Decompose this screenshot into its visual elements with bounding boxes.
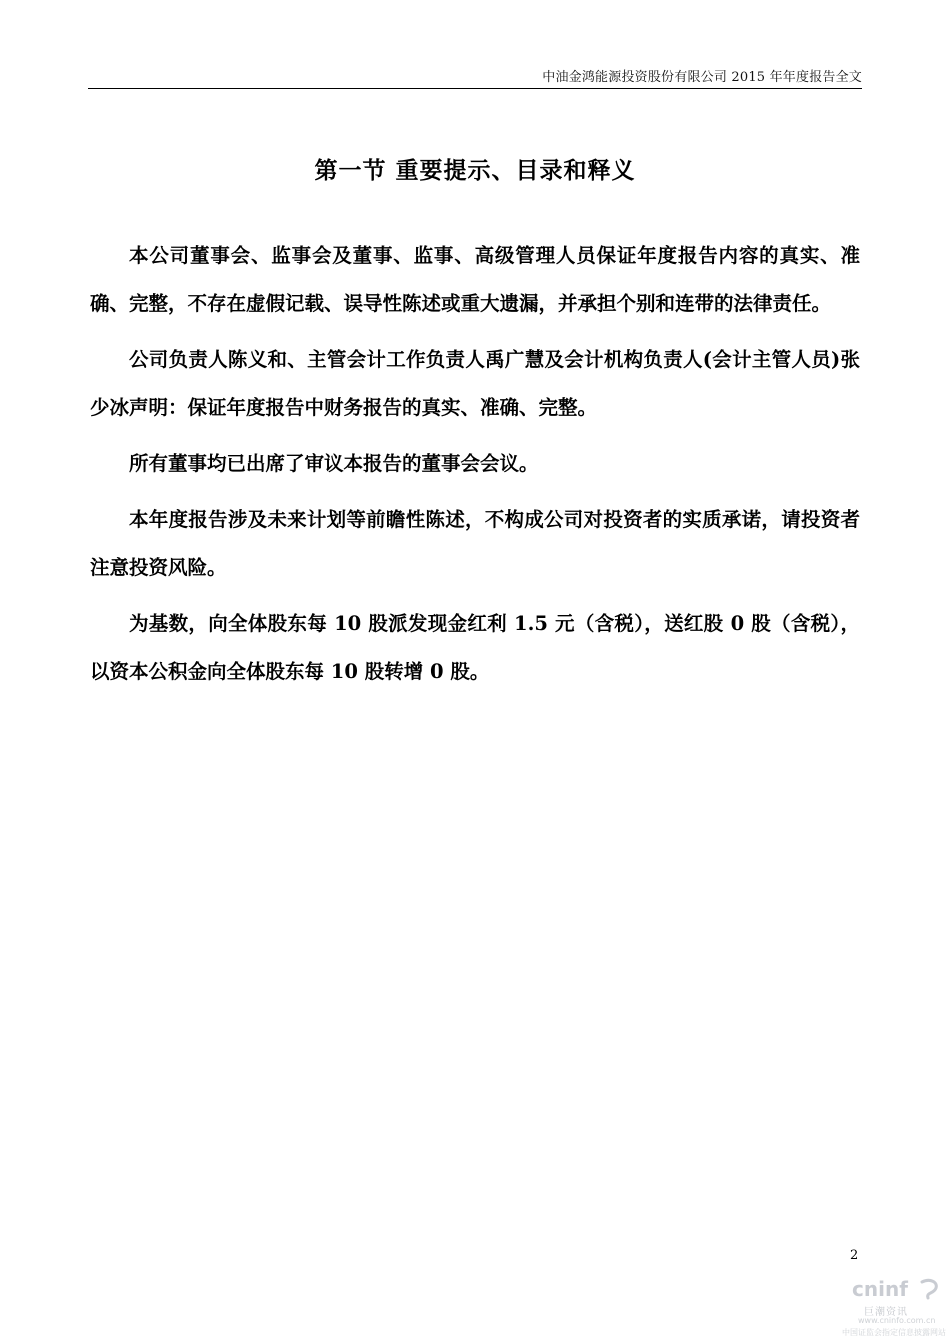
watermark-url: www.cninfo.com.cn xyxy=(858,1316,936,1325)
running-header: 中油金鸿能源投资股份有限公司 2015 年年度报告全文 xyxy=(542,70,862,85)
header-rule xyxy=(88,88,862,89)
paragraph-board-attendance: 所有董事均已出席了审议本报告的董事会会议。 xyxy=(129,452,539,475)
paragraph-executive-declaration: 公司负责人陈义和、主管会计工作负责人禹广慧及会计机构负责人(会计主管人员)张少冰声明：保证年度报告中财务报告的真实、准确、完整。 xyxy=(90,348,860,419)
watermark-subtitle: 巨潮资讯 xyxy=(864,1307,908,1318)
cninfo-logo-icon xyxy=(852,1276,942,1302)
watermark-org: 中国证监会指定信息披露网站 xyxy=(842,1328,946,1337)
body-text xyxy=(90,232,860,704)
page-number: 2 xyxy=(850,1248,859,1263)
watermark-logo-text: cninf xyxy=(852,1277,908,1301)
paragraph-responsibility-statement: 本公司董事会、监事会及董事、监事、高级管理人员保证年度报告内容的真实、准确、完整，不存在虚假记载、误导性陈述或重大遗漏，并承担个别和连带的法律责任。 xyxy=(90,244,860,315)
paragraph-dividend-plan: 为基数，向全体股东每 10 股派发现金红利 1.5 元（含税），送红股 0 股（含税），以资本公积金向全体股东每 10 股转增 0 股。 xyxy=(90,612,860,683)
paragraph-forward-looking-risk: 本年度报告涉及未来计划等前瞻性陈述，不构成公司对投资者的实质承诺，请投资者注意投资风险。 xyxy=(90,508,860,579)
section-title: 第一节 重要提示、目录和释义 xyxy=(314,157,636,184)
cninfo-watermark xyxy=(838,1276,946,1340)
